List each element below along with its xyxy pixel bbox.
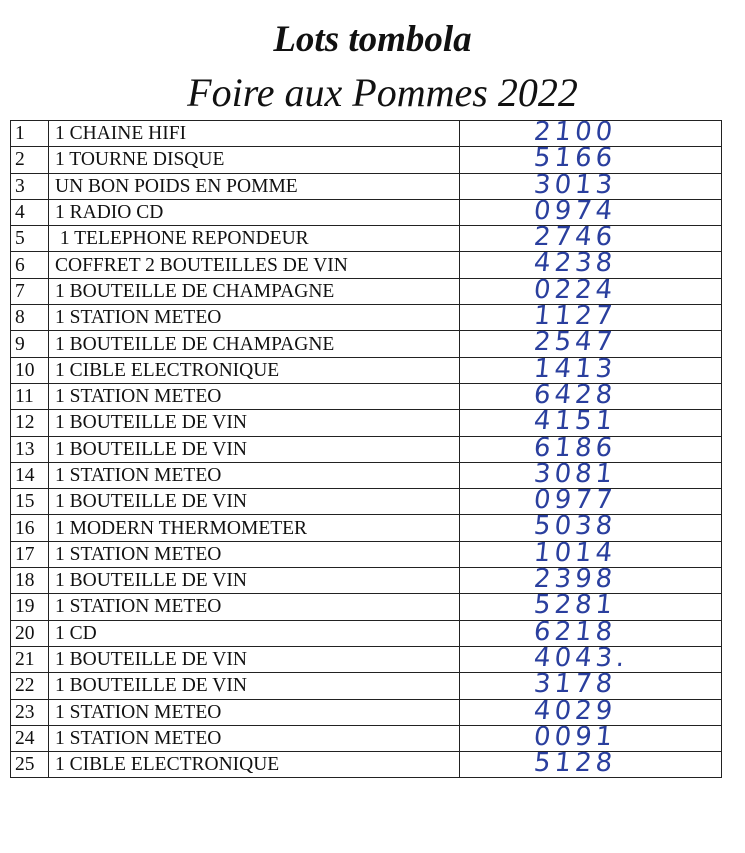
winning-ticket-number: 5038 (532, 511, 618, 542)
prize-name: 1 STATION METEO (49, 699, 460, 725)
prize-name: 1 STATION METEO (49, 594, 460, 620)
lot-number: 5 (11, 226, 49, 252)
prize-name: 1 STATION METEO (49, 305, 460, 331)
winning-ticket-number: 6428 (532, 379, 618, 410)
lot-number: 1 (11, 121, 49, 147)
winning-ticket-number: 0974 (532, 195, 618, 226)
prize-name: COFFRET 2 BOUTEILLES DE VIN (49, 252, 460, 278)
prize-name: 1 BOUTEILLE DE VIN (49, 436, 460, 462)
table-row (11, 752, 722, 778)
lot-number: 4 (11, 199, 49, 225)
winning-ticket-number: 6218 (532, 616, 618, 647)
winning-ticket-number: 1127 (532, 301, 618, 332)
winning-ticket-number: 5128 (532, 748, 618, 779)
lot-number: 20 (11, 620, 49, 646)
document-subtitle: Foire aux Pommes 2022 (187, 70, 578, 115)
winning-ticket-number: 1014 (532, 537, 618, 568)
prize-name: 1 RADIO CD (49, 199, 460, 225)
prize-name: 1 CD (49, 620, 460, 646)
winning-ticket-number: 1413 (532, 353, 618, 384)
prize-name: 1 BOUTEILLE DE VIN (49, 568, 460, 594)
winning-ticket-number: 0224 (532, 274, 618, 305)
lot-number: 15 (11, 489, 49, 515)
winning-ticket-number: 2398 (532, 564, 618, 595)
winning-ticket-number: 4151 (532, 406, 618, 437)
prize-name: 1 TOURNE DISQUE (49, 147, 460, 173)
lot-number: 24 (11, 725, 49, 751)
lot-number: 7 (11, 278, 49, 304)
winning-ticket-number: 3081 (532, 458, 618, 489)
lot-number: 11 (11, 383, 49, 409)
lot-number: 10 (11, 357, 49, 383)
winning-ticket-number: 5281 (532, 590, 618, 621)
lot-number: 8 (11, 305, 49, 331)
prize-name: 1 CHAINE HIFI (49, 121, 460, 147)
prize-name: 1 BOUTEILLE DE VIN (49, 673, 460, 699)
prize-name: UN BON POIDS EN POMME (49, 173, 460, 199)
lot-number: 9 (11, 331, 49, 357)
lot-number: 13 (11, 436, 49, 462)
prize-name: 1 BOUTEILLE DE CHAMPAGNE (49, 278, 460, 304)
prize-name: 1 MODERN THERMOMETER (49, 515, 460, 541)
prize-name: 1 STATION METEO (49, 383, 460, 409)
prize-name: 1 TELEPHONE REPONDEUR (49, 226, 460, 252)
prize-name: 1 STATION METEO (49, 725, 460, 751)
winning-ticket-number: 4029 (532, 695, 618, 726)
prize-name: 1 CIBLE ELECTRONIQUE (49, 357, 460, 383)
document-title: Lots tombola (273, 19, 472, 60)
winning-ticket-number: 6186 (532, 432, 618, 463)
prize-name: 1 BOUTEILLE DE CHAMPAGNE (49, 331, 460, 357)
prize-table (10, 117, 722, 779)
lot-number: 22 (11, 673, 49, 699)
winning-ticket-number: 2746 (532, 222, 618, 253)
prize-table-body (11, 117, 722, 779)
winning-ticket-number: 2100 (532, 117, 618, 147)
winning-ticket-number: 0091 (532, 721, 618, 752)
lot-number: 17 (11, 541, 49, 567)
ticket-cell (460, 748, 722, 779)
lot-number: 19 (11, 594, 49, 620)
winning-ticket-number: 3178 (532, 669, 618, 700)
lot-number: 12 (11, 410, 49, 436)
prize-name: 1 BOUTEILLE DE VIN (49, 410, 460, 436)
winning-ticket-number: 3013 (532, 169, 618, 200)
lot-number: 3 (11, 173, 49, 199)
winning-ticket-number: 4043. (532, 642, 631, 673)
prize-name: 1 STATION METEO (49, 541, 460, 567)
prize-name: 1 BOUTEILLE DE VIN (49, 489, 460, 515)
lot-number: 14 (11, 462, 49, 488)
winning-ticket-number: 4238 (532, 248, 618, 279)
prize-name: 1 STATION METEO (49, 462, 460, 488)
prize-name: 1 BOUTEILLE DE VIN (49, 646, 460, 672)
lot-number: 21 (11, 646, 49, 672)
winning-ticket-number: 2547 (532, 327, 618, 358)
lot-number: 2 (11, 147, 49, 173)
winning-ticket-number: 0977 (532, 485, 618, 516)
prize-name: 1 CIBLE ELECTRONIQUE (49, 752, 460, 778)
lot-number: 25 (11, 752, 49, 778)
lot-number: 6 (11, 252, 49, 278)
lot-number: 18 (11, 568, 49, 594)
lot-number: 16 (11, 515, 49, 541)
lot-number: 23 (11, 699, 49, 725)
winning-ticket-number: 5166 (532, 143, 618, 174)
